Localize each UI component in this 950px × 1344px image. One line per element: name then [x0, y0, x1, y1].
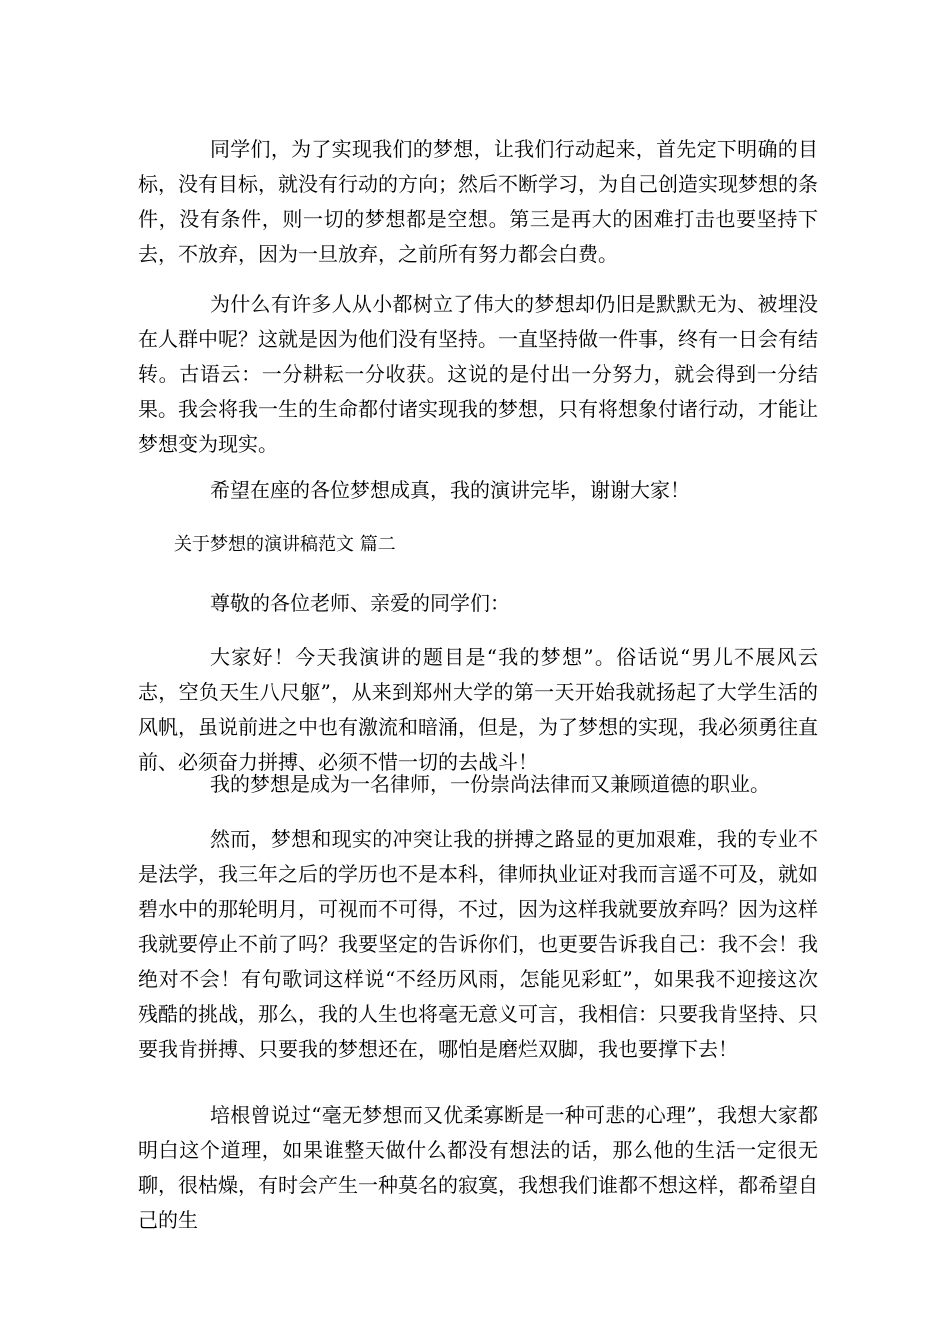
- paragraph-bacon-quote: 培根曾说过“毫无梦想而又优柔寡断是一种可悲的心理”，我想大家都明白这个道理，如果谁整天做什么都没有想法的话，那么他的生活一定很无聊，很枯燥，有时会产生一种莫名的寂寞，我想我们谁都不想这样，都希望自己的生: [138, 1103, 818, 1232]
- paragraph-conflict: 然而，梦想和现实的冲突让我的拼搏之路显的更加艰难，我的专业不是法学，我三年之后的学历也不是本科，律师执业证对我而言遥不可及，就如碧水中的那轮明月，可视而不可得，不过，因为这样我就要放弃吗？因为这样我就要停止不前了吗？我要坚定的告诉你们，也更要告诉我自己：我不会！我绝对不会！有句歌词这样说“不经历风雨，怎能见彩虹”，如果我不迎接这次残酷的挑战，那么，我的人生也将毫无意义可言，我相信：只要我肯坚持、只要我肯拼搏、只要我的梦想还在，哪怕是磨烂双脚，我也要撑下去！: [138, 827, 818, 1061]
- paragraph-persistence: 为什么有许多人从小都树立了伟大的梦想却仍旧是默默无为、被埋没在人群中呢？这就是因为他们没有坚持。一直坚持做一件事，终有一日会有结转。古语云：一分耕耘一分收获。这说的是付出一分努力，就会得到一分结果。我会将我一生的生命都付诸实现我的梦想，只有将想象付诸行动，才能让梦想变为现实。: [138, 292, 818, 456]
- paragraph-greeting: 尊敬的各位老师、亲爱的同学们：: [210, 591, 510, 615]
- paragraph-lawyer-dream: 我的梦想是成为一名律师，一份崇尚法律而又兼顾道德的职业。: [210, 772, 770, 796]
- paragraph-action-plan: 同学们，为了实现我们的梦想，让我们行动起来，首先定下明确的目标，没有目标，就没有行动的方向；然后不断学习，为自己创造实现梦想的条件，没有条件，则一切的梦想都是空想。第三是再大的困难打击也要坚持下去，不放弃，因为一旦放弃，之前所有努力都会白费。: [138, 137, 818, 266]
- paragraph-introduction: 大家好！今天我演讲的题目是“我的梦想”。俗话说“男儿不展风云志，空负天生八尺躯”，从来到郑州大学的第一天开始我就扬起了大学生活的风帆，虽说前进之中也有激流和暗涌，但是，为了梦想的实现，我必须勇往直前、必须奋力拼搏、必须不惜一切的去战斗！: [138, 645, 818, 774]
- section-heading: 关于梦想的演讲稿范文 篇二: [174, 534, 396, 555]
- paragraph-closing: 希望在座的各位梦想成真，我的演讲完毕，谢谢大家！: [210, 478, 690, 502]
